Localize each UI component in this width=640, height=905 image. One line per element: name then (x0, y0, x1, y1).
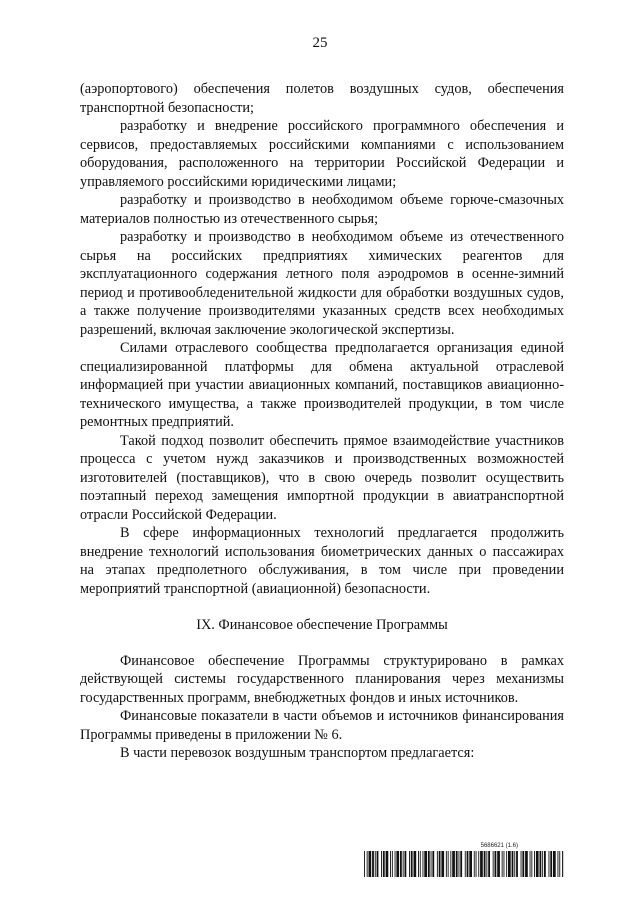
barcode-icon (364, 851, 564, 877)
paragraph: В сфере информационных технологий предлагается продолжить внедрение технологий использования биометрических данных о пассажирах на этапах предполетного обслуживания, в том числе при проведении мероприятий транспортной (авиационной) безопасности. (80, 525, 564, 597)
paragraph: В части перевозок воздушным транспортом предлагается: (120, 745, 475, 761)
document-body (80, 80, 564, 763)
paragraph: Финансовые показатели в части объемов и источников финансирования Программы приведены в приложении № 6. (80, 708, 564, 743)
paragraph: разработку и внедрение российского программного обеспечения и сервисов, предоставляемых российскими компаниями с использованием оборудования, расположенного на территории Российской Федерации и управляемого российскими юридическими лицами; (80, 118, 564, 190)
paragraph: Силами отраслевого сообщества предполагается организация единой специализированной платформы для обмена актуальной отраслевой информацией при участии авиационных компаний, поставщиков авиационно-технического имущества, а также производителей продукции, в том числе ремонтных предприятий. (80, 340, 564, 430)
section-heading: IX. Финансовое обеспечение Программы (196, 617, 448, 633)
document-code: 5686621 (1.6) (480, 843, 518, 849)
paragraph: разработку и производство в необходимом объеме из отечественного сырья на российских предприятиях химических реагентов для эксплуатационного содержания летного поля аэродромов в осенне-зимний период и противообледенительной жидкости для обработки воздушных судов, а также получение производителями указанных средств всех необходимых разрешений, включая заключение экологической экспертизы. (80, 229, 564, 338)
paragraph: разработку и производство в необходимом объеме горюче-смазочных материалов полностью из отечественного сырья; (80, 192, 564, 227)
page-number: 25 (312, 35, 328, 51)
paragraph: Такой подход позволит обеспечить прямое взаимодействие участников процесса с учетом нужд заказчиков и производственных возможностей изготовителей (поставщиков), что в свою очередь позволит осуществить поэтапный переход замещения импортной продукции в авиатранспортной отрасли Российской Федерации. (80, 432, 564, 523)
paragraph: Финансовое обеспечение Программы структурировано в рамках действующей системы государственного планирования через механизмы государственных программ, внебюджетных фондов и иных источников. (80, 652, 564, 706)
paragraph: (аэропортового) обеспечения полетов воздушных судов, обеспечения транспортной безопасности; (80, 81, 564, 116)
